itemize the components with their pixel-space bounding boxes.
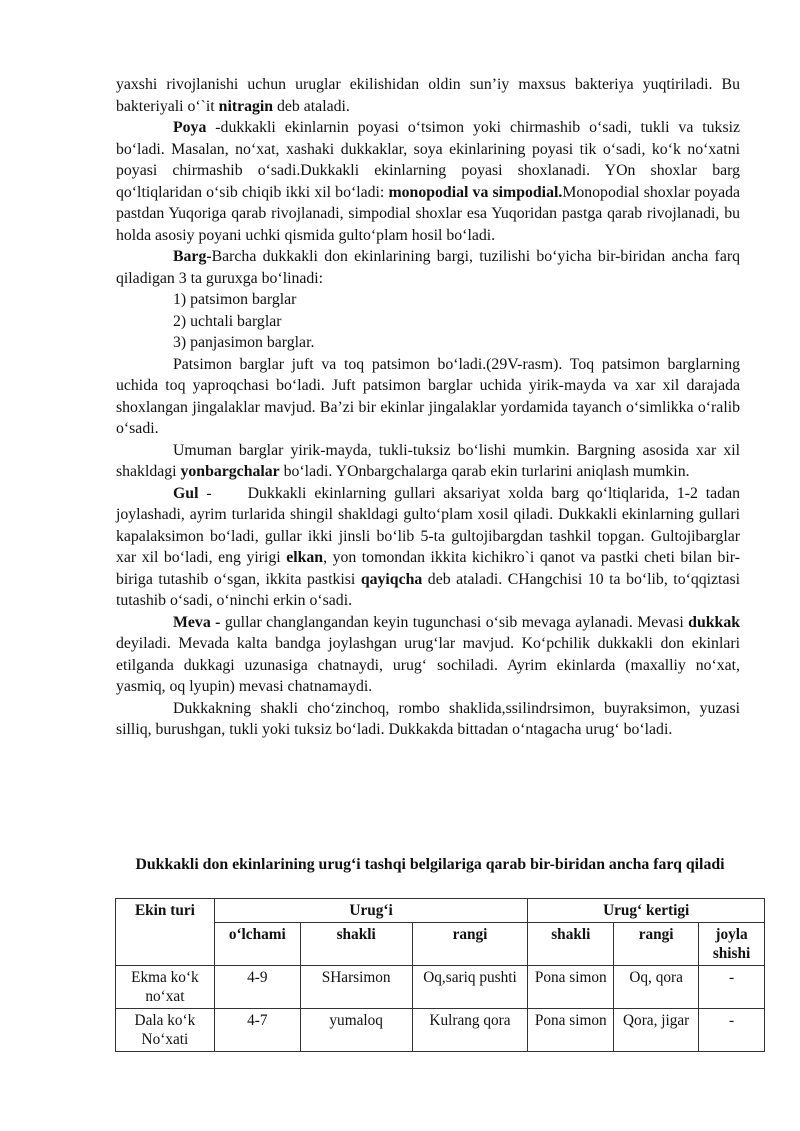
cell-rangi: Kulrang qora bbox=[412, 1009, 528, 1052]
term-dukkak: dukkak bbox=[688, 613, 740, 631]
term-nitragin: nitragin bbox=[218, 97, 274, 115]
cell-kertik-rangi: Oq, qora bbox=[614, 966, 699, 1009]
cell-ekin: Dala ko‘k No‘xati bbox=[116, 1009, 215, 1052]
term-yonbargchalar: yonbargchalar bbox=[180, 463, 280, 480]
subheader-olchami: o‘lchami bbox=[214, 923, 300, 966]
term-qayiqcha: qayiqcha bbox=[360, 570, 423, 588]
term-elkan: elkan bbox=[286, 549, 324, 566]
subheader-joylashishi: joyla shishi bbox=[699, 923, 765, 966]
term-poya: Poya bbox=[173, 119, 207, 136]
paragraph-intro: yaxshi rivojlanishi uchun uruglar ekilishidan oldin sun’iy maxsus bakteriya yuqtiriladi. Bu bakteriyali o‘`it nitragin deb ataladi. bbox=[116, 76, 740, 115]
cell-kertik-shakli: Pona simon bbox=[528, 1009, 614, 1052]
list-item: 3) panjasimon barglar. bbox=[173, 334, 315, 351]
cell-joylashishi: - bbox=[699, 1009, 765, 1052]
term-monopodial: monopodial va simpodial. bbox=[388, 183, 563, 201]
term-gul: Gul bbox=[173, 484, 199, 502]
paragraph-umuman: Umuman barglar yirik-mayda, tukli-tuksiz bo‘lishi mumkin. Bargning asosida xar xil shakldagi yonbargchalar bo‘ladi. YOnbargchalarga qarab ekin turlarini aniqlash mumkin. bbox=[116, 441, 740, 480]
paragraph-gul: Gul - Dukkakli ekinlarning gullari aksariyat xolda barg qo‘ltiqlarida, 1-2 tadan joylashadi, ayrim turlarida shingil shakldagi gulto‘plam xosil qiladi. Dukkakli ekinlarning gullari kapalaksimon bo‘ladi, gullar ikki jinsli bo‘lib 5-ta gultojibargdan tashkil topgan. Gultojibarglar xar xil bo‘ladi, eng yirigi elkan, yon tomondan ikkita kichikro`i qanot va pastki cheti bilan bir-biriga tutashib o‘sgan, ikkita pastkisi qayiqcha deb ataladi. CHangchisi 10 ta bo‘lib, to‘qqiztasi tutashib o‘sadi, o‘ninchi erkin o‘sadi. bbox=[116, 484, 740, 609]
subheader-kertik-rangi: rangi bbox=[614, 923, 699, 966]
paragraph-patsimon: Patsimon barglar juft va toq patsimon bo‘ladi.(29V-rasm). Toq patsimon barglarning uchida toq yaproqchasi bo‘ladi. Juft patsimon barglar uchida yirik-mayda va xar xil darajada shoxlangan jingalaklar mavjud. Ba’zi bir ekinlar jingalaklar yordamida tayanch o‘simlikka o‘ralib o‘sadi. bbox=[116, 355, 740, 437]
cell-ekin: Ekma ko‘k no‘xat bbox=[116, 966, 215, 1009]
paragraph-meva: Meva - gullar changlangandan keyin tugunchasi o‘sib mevaga aylanadi. Mevasi dukkak deyiladi. Mevada kalta bandga joylashgan urug‘lar mavjud. Ko‘pchilik dukkakli don ekinlari etilganda dukkagi uzunasiga chatnaydi, urug‘ sochiladi. Ayrim ekinlarda (maxalliy no‘xat, yasmiq, oq lyupin) mevasi chatnamaydi. bbox=[116, 613, 740, 695]
cell-kertik-rangi: Qora, jigar bbox=[614, 1009, 699, 1052]
cell-olchami: 4-9 bbox=[214, 966, 300, 1009]
table-title: Dukkakli don ekinlarining urug‘i tashqi belgilariga qarab bir-biridan ancha farq qiladi bbox=[135, 856, 725, 873]
header-ekin-turi: Ekin turi bbox=[116, 899, 215, 966]
table-row bbox=[116, 966, 765, 1009]
subheader-shakli: shakli bbox=[300, 923, 412, 966]
body-text bbox=[116, 74, 740, 741]
header-urug-kertigi: Urug‘ kertigi bbox=[528, 899, 765, 923]
cell-joylashishi: - bbox=[699, 966, 765, 1009]
header-urug: Urug‘i bbox=[214, 899, 528, 923]
cell-shakli: yumaloq bbox=[300, 1009, 412, 1052]
cell-olchami: 4-7 bbox=[214, 1009, 300, 1052]
paragraph-barg: Barg-Barcha dukkakli don ekinlarining bargi, tuzilishi bo‘yicha bir-biridan ancha farq qiladigan 3 ta guruxga bo‘linadi: bbox=[116, 248, 740, 287]
seed-traits-table bbox=[115, 898, 765, 1052]
paragraph-dukkak: Dukkakning shakli cho‘zinchoq, rombo shaklida,ssilindrsimon, buyraksimon, yuzasi silliq, burushgan, tukli yoki tuksiz bo‘ladi. Dukkakda bittadan o‘ntagacha urug‘ bo‘ladi. bbox=[116, 699, 740, 738]
list-item: 2) uchtali barglar bbox=[173, 312, 282, 330]
table-row bbox=[116, 1009, 765, 1052]
cell-shakli: SHarsimon bbox=[300, 966, 412, 1009]
cell-kertik-shakli: Pona simon bbox=[528, 966, 614, 1009]
list-item: 1) patsimon barglar bbox=[173, 291, 297, 308]
term-meva: Meva - bbox=[173, 613, 221, 631]
term-barg: Barg- bbox=[173, 248, 212, 265]
paragraph-poya: Poya -dukkakli ekinlarnin poyasi o‘tsimon yoki chirmashib o‘sadi, tukli va tuksiz bo‘ladi. Masalan, no‘xat, xashaki dukkaklar, soya ekinlarining poyasi tik o‘sadi, ko‘k no‘xatni poyasi chirmashib o‘sadi.Dukkakli ekinlarning poyasi shoxlanadi. YOn shoxlar barg qo‘ltiqlaridan o‘sib chiqib ikki xil bo‘ladi: monopodial va simpodial.Monopodial shoxlar poyada pastdan Yuqoriga qarab rivojlanadi, simpodial shoxlar esa Yuqoridan pastga qarab rivojlanadi, bu holda asosiy poyani uchki qismida gulto‘plam hosil bo‘ladi. bbox=[116, 119, 741, 244]
subheader-rangi: rangi bbox=[412, 923, 528, 966]
cell-rangi: Oq,sariq pushti bbox=[412, 966, 528, 1009]
table-header-row bbox=[116, 899, 765, 923]
subheader-kertik-shakli: shakli bbox=[528, 923, 614, 966]
